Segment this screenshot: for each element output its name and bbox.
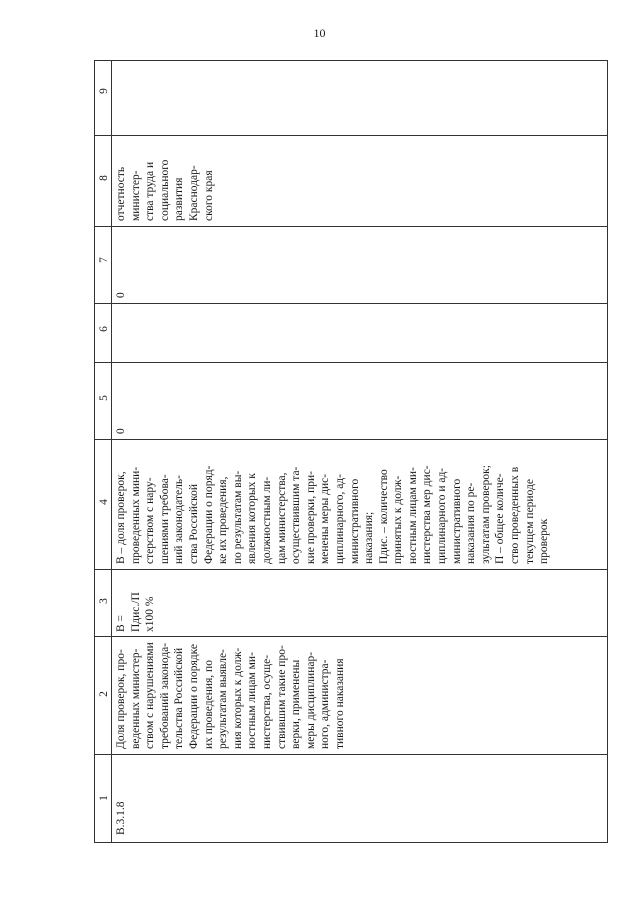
data-source: отчетность министер- ства труда и социального развития Краснодар- ского края xyxy=(115,159,215,221)
header-col8: 8 xyxy=(98,175,110,181)
formula-description: В – доля проверок, проведенных мини- стерством с нару- шениями требова- ний законодатель- ства Российской Федерации о поряд- ке их проведения, по результатам вы- явления которых к должностным ли- цам министерства, осуществившим та- кие проверки, при- менены меры дис- циплинарного, ад- министративного наказания; Пдис. – количество принятых к долж- ностным лицам ми- нистерства мер дис- циплинарного и ад- министративного наказания по ре- зультатам проверок; П – общее количе- ство проведенных в текущем периоде проверок xyxy=(115,465,551,564)
header-col6: 6 xyxy=(98,326,110,332)
header-col3: 3 xyxy=(98,598,110,604)
divider-4-3 xyxy=(95,569,607,570)
divider-2-1 xyxy=(95,754,607,755)
divider-8-7 xyxy=(95,226,607,227)
divider-7-6 xyxy=(95,303,607,304)
divider-6-5 xyxy=(95,362,607,363)
header-col4: 4 xyxy=(98,499,110,505)
header-col7: 7 xyxy=(98,257,110,263)
page-number: 10 xyxy=(313,26,326,40)
header-col2: 2 xyxy=(98,691,110,697)
header-col9: 9 xyxy=(98,88,110,94)
indicator-code: В.3.1.8 xyxy=(115,801,127,835)
header-col1: 1 xyxy=(98,795,110,801)
indicator-name: Доля проверок, про- веденных министер- ством с нарушениями требований законода- тельства Российской Федерации о порядке их проведения, по результатам выявле- ния которых к долж- ностным лицам ми- нистерства, осуще- ствившим такие про- верки, применены меры дисциплинар- ного, администра- тивного наказания xyxy=(115,642,346,749)
indicator-formula: В = Пдис./П х100 % xyxy=(115,592,157,632)
col5-value: 0 xyxy=(115,428,127,434)
header-col5: 5 xyxy=(98,395,110,401)
col7-value: 0 xyxy=(115,292,127,298)
indicator-table xyxy=(94,60,608,843)
